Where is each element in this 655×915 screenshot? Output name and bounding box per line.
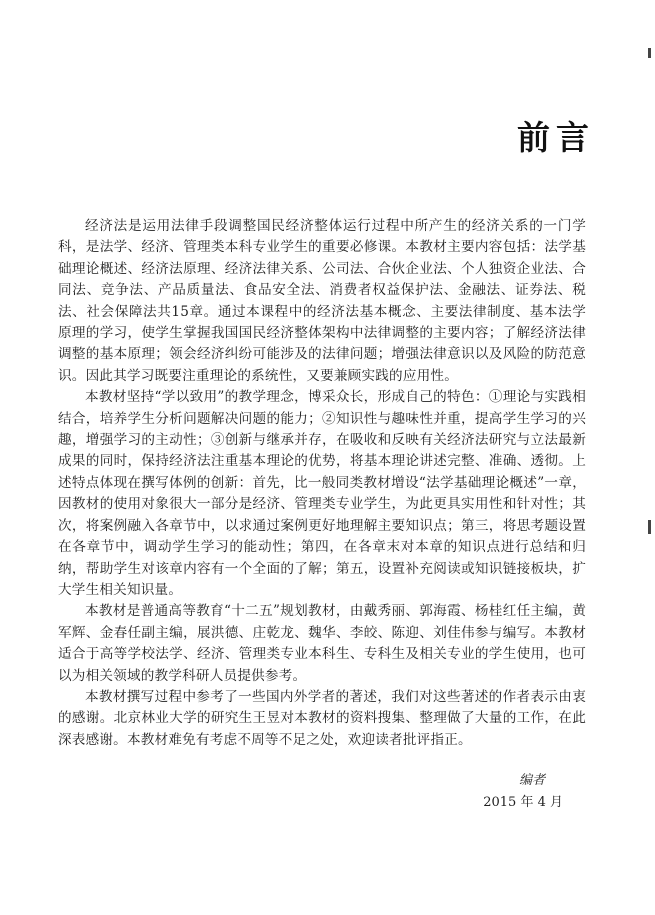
scan-edge-mark <box>648 520 651 534</box>
paragraph-2: 本教材坚持“学以致用”的教学理念，博采众长，形成自己的特色：①理论与实践相结合，培养学生分析问题解决问题的能力；②知识性与趣味性并重，提高学生学习的兴趣，增强学习的主动性；③创新与继承并存，在吸收和反映有关经济法研究与立法最新成果的同时，保持经济法注重基本理论的优势，将基本理论讲述完整、准确、透彻。上述特点体现在撰写体例的创新：首先，比一般同类教材增设“法学基础理论概述”一章，因教材的使用对象很大一部分是经济、管理类专业学生，为此更具实用性和针对性；其次，将案例融入各章节中，以求通过案例更好地理解主要知识点；第三，将思考题设置在各章节中，调动学生学习的能动性；第四，在各章末对本章的知识点进行总结和归纳，帮助学生对该章内容有一个全面的了解；第五，设置补充阅读或知识链接板块，扩大学生相关知识量。 <box>58 389 586 598</box>
scan-edge-mark <box>648 48 651 58</box>
signature-block <box>483 770 563 814</box>
preface-body <box>58 216 586 751</box>
paragraph-1: 经济法是运用法律手段调整国民经济整体运行过程中所产生的经济关系的一门学科，是法学、经济、管理类本科专业学生的重要必修课。本教材主要内容包括：法学基础理论概述、经济法原理、经济法律关系、公司法、合伙企业法、个人独资企业法、合同法、竞争法、产品质量法、食品安全法、消费者权益保护法、金融法、证券法、税法、社会保障法共15章。通过本课程中的经济法基本概念、主要法律制度、基本法学原理的学习，使学生掌握我国国民经济整体架构中法律调整的主要内容；了解经济法律调整的基本原理；领会经济纠纷可能涉及的法律问题；增强法律意识以及风险的防范意识。因此其学习既要注重理论的系统性，又要兼顾实践的应用性。 <box>58 218 586 384</box>
paragraph-4: 本教材撰写过程中参考了一些国内外学者的著述，我们对这些著述的作者表示由衷的感谢。北京林业大学的研究生王昱对本教材的资料搜集、整理做了大量的工作，在此深表感谢。本教材难免有考虑不周等不足之处，欢迎读者批评指正。 <box>58 688 586 748</box>
signature-author: 编者 <box>518 773 545 788</box>
paragraph-3: 本教材是普通高等教育“十二五”规划教材，由戴秀丽、郭海霞、杨桂红任主编，黄军辉、金春任副主编，展洪德、庄乾龙、魏华、李皎、陈迎、刘佳伟参与编写。本教材适合于高等学校法学、经济、管理类专业本科生、专科生及相关专业的学生使用，也可以为相关领域的教学科研人员提供参考。 <box>58 603 586 684</box>
page-title: 前言 <box>517 118 595 157</box>
signature-date: 2015 年 4 月 <box>483 795 563 810</box>
